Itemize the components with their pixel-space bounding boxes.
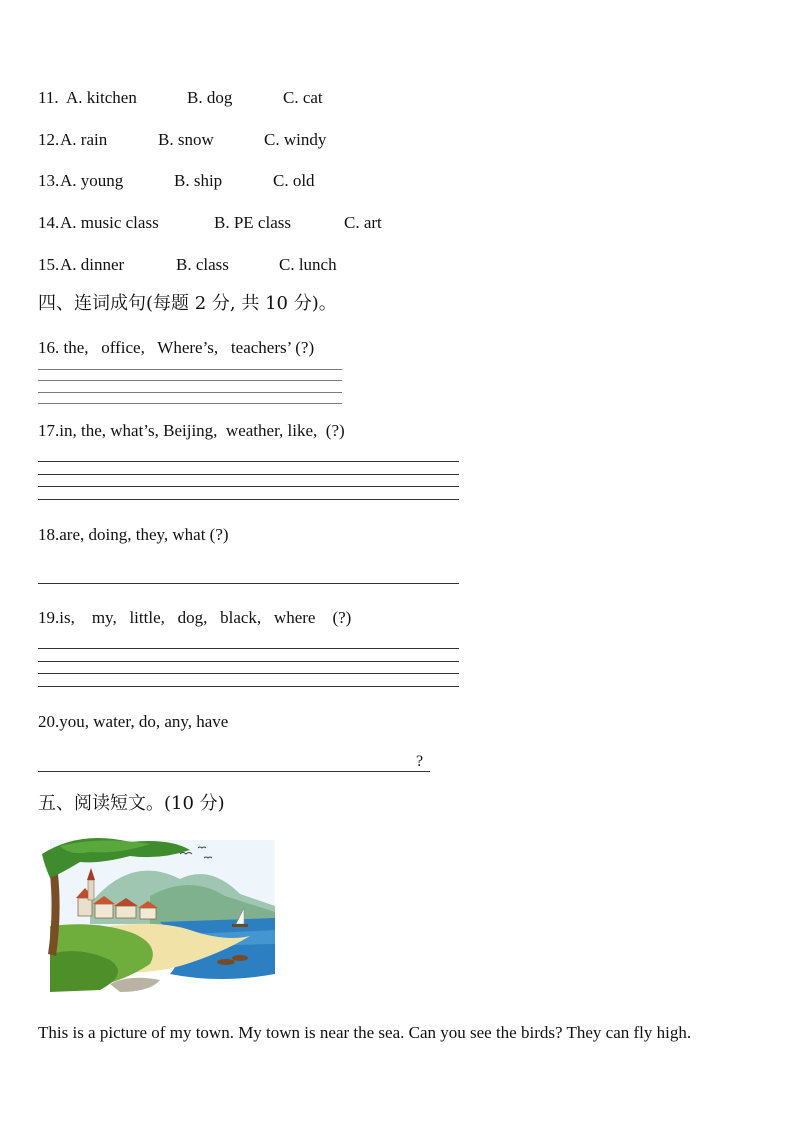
- question-mark: ?: [416, 753, 424, 770]
- answer-line[interactable]: [38, 583, 459, 584]
- question-16: 16. the, office, Where’s, teachers’ (?): [38, 338, 315, 357]
- answer-line[interactable]: [38, 499, 459, 500]
- answer-line[interactable]: [38, 474, 459, 475]
- question-number: 15.: [38, 255, 60, 274]
- reading-paragraph: This is a picture of my town. My town is near the sea. Can you see the birds? They can fly high.: [38, 1023, 692, 1042]
- question-17: 17.in, the, what’s, Beijing, weather, like, (?): [38, 421, 345, 440]
- answer-line[interactable]: [38, 369, 342, 370]
- answer-line[interactable]: [38, 673, 459, 674]
- option-c: C. old: [273, 171, 315, 190]
- answer-line[interactable]: [38, 648, 459, 649]
- option-a: A. music class: [60, 213, 159, 232]
- seaside-town-picture-icon: [40, 834, 280, 998]
- question-20: 20.you, water, do, any, have: [38, 712, 229, 731]
- option-c: C. cat: [283, 88, 323, 107]
- mc-question-14: [38, 213, 438, 233]
- option-b: B. class: [176, 255, 229, 274]
- question-19: 19.is, my, little, dog, black, where (?): [38, 608, 352, 627]
- mc-question-13: [38, 171, 438, 191]
- question-number: 12.: [38, 130, 60, 149]
- answer-line[interactable]: [38, 403, 342, 404]
- seaside-town-picture: [40, 834, 280, 998]
- option-a: A. young: [60, 171, 124, 190]
- mc-question-11: [38, 88, 438, 108]
- question-number: 14.: [38, 213, 60, 232]
- option-a: A. rain: [60, 130, 108, 149]
- answer-line[interactable]: [38, 686, 459, 687]
- mc-question-15: [38, 255, 438, 275]
- mc-question-12: [38, 130, 438, 150]
- option-c: C. windy: [264, 130, 327, 149]
- answer-line[interactable]: [38, 380, 342, 381]
- option-b: B. PE class: [214, 213, 291, 232]
- question-18: 18.are, doing, they, what (?): [38, 525, 229, 544]
- answer-line[interactable]: [38, 771, 430, 772]
- option-b: B. dog: [187, 88, 233, 107]
- option-a: A. kitchen: [66, 88, 137, 107]
- question-number: 13.: [38, 171, 60, 190]
- answer-line[interactable]: [38, 461, 459, 462]
- answer-line[interactable]: [38, 392, 342, 393]
- option-c: C. lunch: [279, 255, 337, 274]
- option-c: C. art: [344, 213, 382, 232]
- answer-line[interactable]: [38, 661, 459, 662]
- option-b: B. ship: [174, 171, 223, 190]
- answer-line[interactable]: [38, 486, 459, 487]
- question-number: 11.: [38, 88, 59, 107]
- section-4-title: 四、连词成句(每题 2 分, 共 10 分)。: [38, 293, 337, 314]
- option-b: B. snow: [158, 130, 214, 149]
- section-5-title: 五、阅读短文。(10 分): [38, 793, 225, 814]
- option-a: A. dinner: [60, 255, 125, 274]
